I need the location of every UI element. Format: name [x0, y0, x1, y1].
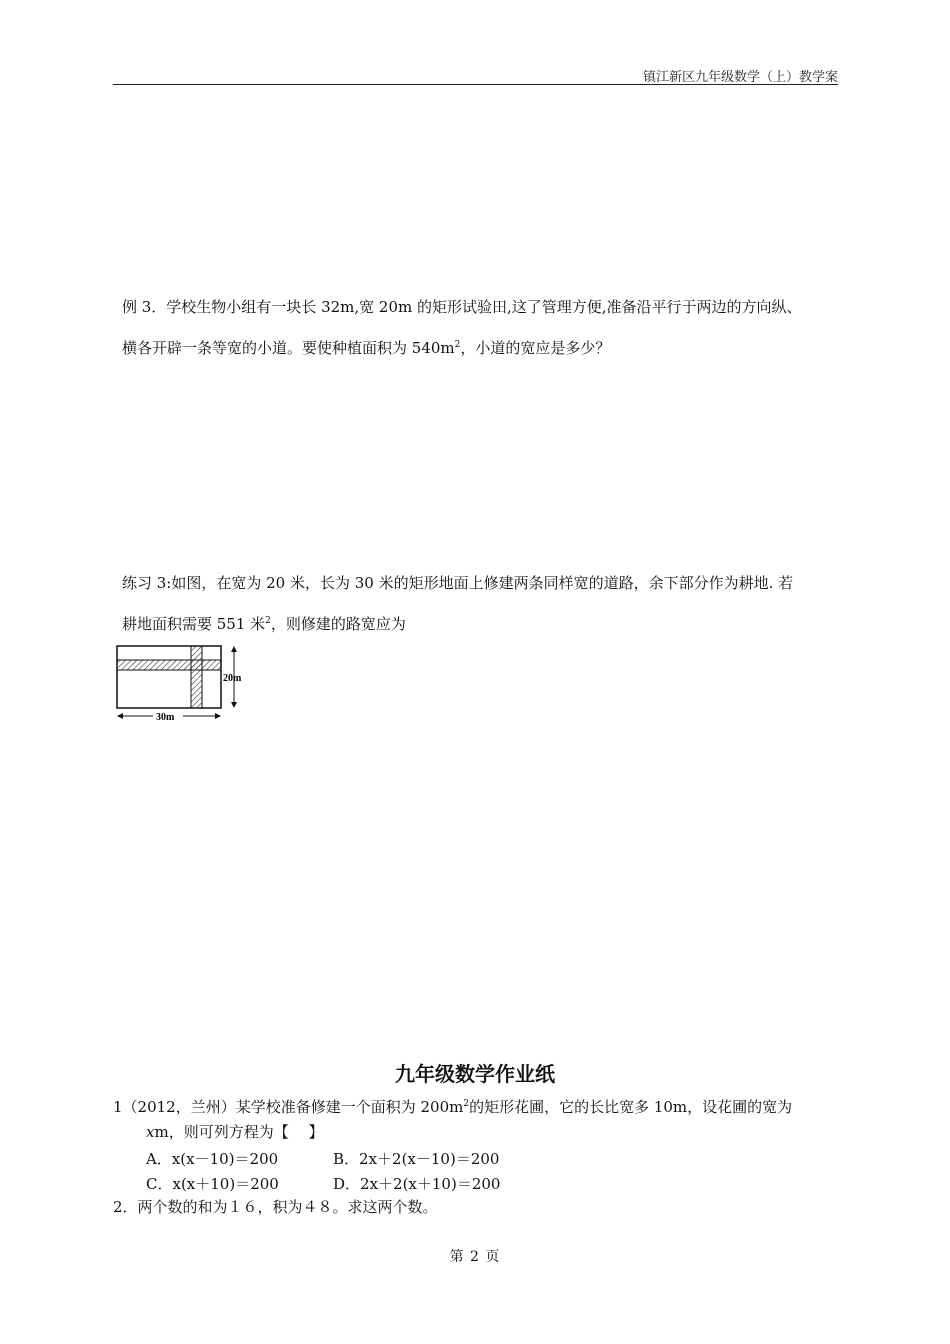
practice-3	[113, 563, 838, 645]
practice-3-line-1: 练习 3:如图，在宽为 20 米，长为 30 米的矩形地面上修建两条同样宽的道路，余下部分作为耕地. 若	[122, 574, 794, 592]
vertical-road	[191, 646, 202, 708]
practice-3-line-2: 耕地面积需要 551 米$^2$，则修建的路宽应为	[122, 615, 406, 633]
height-label: 20m	[223, 673, 242, 684]
width-label: 30m	[156, 712, 175, 723]
homework-title: 九年级数学作业纸	[395, 1062, 555, 1086]
option-c: C．x(x＋10)＝200	[146, 1175, 279, 1193]
horizontal-road	[117, 660, 221, 670]
field-rectangle	[117, 646, 221, 708]
q1-line-2: xm，则可列方程为【 】	[146, 1123, 324, 1141]
example-3-line-2: 横各开辟一条等宽的小道。要使种植面积为 $540m^2$，小道的宽应是多少？	[122, 339, 611, 357]
option-b: B．2x＋2(x－10)＝200	[333, 1150, 500, 1168]
example-3	[113, 287, 838, 369]
homework-question-2: 2．两个数的和为１６，积为４８。求这两个数。	[113, 1198, 438, 1216]
homework-question-1	[113, 1095, 853, 1145]
page-header	[113, 64, 838, 85]
road-figure	[113, 644, 253, 724]
page-number: 第 2 页	[449, 1249, 501, 1265]
header-title: 镇江新区九年级数学（上）教学案	[642, 70, 838, 85]
option-d: D．2x＋2(x＋10)＝200	[333, 1175, 501, 1193]
option-a: A．x(x－10)＝200	[146, 1150, 279, 1168]
example-3-line-1: 例 3．学校生物小组有一块长 32m,宽 20m 的矩形试验田,这了管理方便,准备沿平行于两边的方向纵、	[122, 298, 802, 316]
q1-line-1: 1（2012，兰州）某学校准备修建一个面积为 $200m^2$的矩形花圃，它的长比宽多 10m，设花圃的宽为	[113, 1098, 793, 1116]
